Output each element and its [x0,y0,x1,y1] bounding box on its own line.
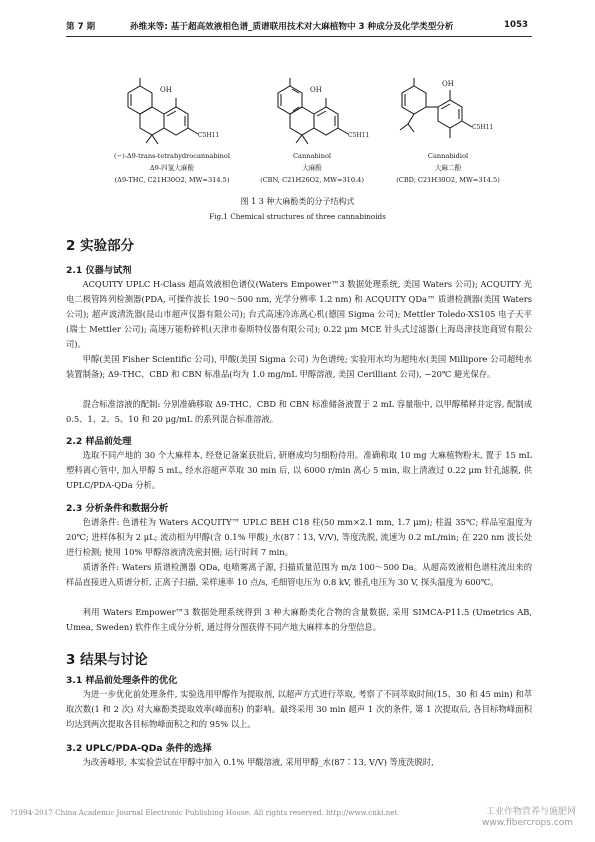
section-2-3-heading: 2.3 分析条件和数据分析 [66,503,169,514]
section-2-2-heading: 2.2 样品前处理 [66,436,132,447]
paragraph-reagents [66,352,532,382]
watermark-url: www.fibercrops.com [482,818,573,828]
cbn-caption [252,150,372,186]
watermark-cn: 工业作物营养与施肥网 [486,807,577,817]
paragraph-instruments-text: ACQUITY UPLC H-Class 超高效液相色谱仪(Waters Empower™3 数据处理系统, 美国 Waters 公司); ACQUITY 光电二极管阵列检测器(PDA, 可操作波长 190～500 nm, 光学分辨率 1.2 nm) 和 ACQUITY QDa™ 质谱检测器(美国 Waters 公司); 超声波清洗器(昆山市超声仪器有限公司); 台式高速冷冻离心机(德国 Sigma 公司); Mettler Toledo-XS105 电子天平(瑞士 Mettler 公司); 高速万能粉碎机(天津市泰斯特仪器有限公司); 0.22 μm MCE 针头式过滤器(上海岛津技迩商贸有限公司)。 [66,279,532,349]
section-3-2-heading: 3.2 UPLC/PDA-QDa 条件的选择 [66,743,212,754]
thc-caption [102,150,242,186]
structure-thc [102,76,242,151]
paragraph-sample-prep-text: 选取不同产地的 30 个大麻样本, 经登记备案获批后, 研磨成均匀细粉待用。准确称取 10 mg 大麻植物粉末, 置于 15 mL 塑料离心管中, 加入甲醇 5 mL, 经水浴超声萃取 30 min 后, 以 6000 r/min 离心 5 min, 取上清液过 0.22 μm 针孔滤膜, 供 UPLC/PDA-QDa 分析。 [66,450,532,490]
cbn-name-cn: 大麻酚 [302,164,322,172]
header-issue: 第 7 期 [66,22,96,32]
cbd-name-en: Cannabidiol [427,152,469,160]
figure-caption-cn: 图 1 3 种大麻酚类的分子结构式 [240,197,355,206]
section-2-heading: 2 实验部分 [66,238,135,254]
structure-cbd [392,76,532,151]
cbd-formula: (CBD, C21H30O2, MW=314.5) [396,176,500,184]
thc-oh-label: OH [160,86,172,94]
paragraph-optimization-text: 为进一步优化前处理条件, 实验选用甲醇作为提取剂, 以超声方式进行萃取, 考察了不同萃取时间(15、30 和 45 min) 和萃取次数(1 和 2 次) 对大麻酚类提取效率(峰面积) 的影响。最终采用 30 min 超声 1 次的条件, 第 1 次提取后, 各目标物峰面积均达到两次提取各目标物峰面积之和的 95% 以上。 [66,689,532,729]
paragraph-mixed-standard [66,397,532,427]
paragraph-data-analysis [66,605,532,635]
cbd-r-label: C5H11 [472,124,494,131]
figure-caption-en: Fig.1 Chemical structures of three cannabinoids [209,212,386,221]
thc-formula: (Δ9-THC, C21H30O2, MW=314.5) [114,176,230,184]
paragraph-mixed-standard-text: 混合标准溶液的配制: 分别准确移取 Δ9-THC、CBD 和 CBN 标准储备液置于 2 mL 容量瓶中, 以甲醇稀释并定容, 配制成 0.5、1、2、5、10 和 20 μg/mL 的系列混合标准溶液。 [66,399,532,424]
paragraph-chromatography-text: 色谱条件: 色谱柱为 Waters ACQUITY™ UPLC BEH C18 柱(50 mm×2.1 mm, 1.7 μm); 柱温 35℃; 样品室温度为 20℃; 进样体积为 2 μL; 流动相为甲醇(含 0.1% 甲酸)_水(87∶13, V/V), 等度洗脱, 流速为 0.2 mL/min; 在 220 nm 波长处进行检测; 使用 10% 甲醇溶液清洗密封圈; 运行时间 7 min。 [66,517,532,557]
cbn-formula: (CBN, C21H26O2, MW=310.4) [260,176,364,184]
paragraph-conditions-text: 为改善峰形, 本实验尝试在甲醇中加入 0.1% 甲酸溶液, 采用甲醇_水(87∶13, V/V) 等度洗脱时, [82,757,434,767]
header-rule [66,36,532,37]
paragraph-mass-spec [66,560,532,590]
cbn-r-label: C5H11 [348,132,370,139]
footer-copyright: ?1994-2017 China Academic Journal Electronic Publishing House. All rights reserved. http://www.cnki.net [10,808,398,817]
section-3-1-heading: 3.1 样品前处理条件的优化 [66,675,178,686]
paragraph-data-analysis-text: 利用 Waters Empower™3 数据处理系统得到 3 种大麻酚类化合物的含量数据, 采用 SIMCA-P11.5 (Umetrics AB, Umea, Sweden) 软件作主成分分析, 通过得分图获得不同产地大麻样本的分型信息。 [66,607,532,632]
paragraph-instruments [66,277,532,352]
paragraph-conditions [66,755,532,770]
cbd-caption [378,150,518,186]
paragraph-reagents-text: 甲醇(美国 Fisher Scientific 公司), 甲酸(美国 Sigma 公司) 为色谱纯; 实验用水均为超纯水(美国 Millipore 公司超纯水装置制备); Δ9-THC、CBD 和 CBN 标准品(均为 1.0 mg/mL 甲醇溶液, 美国 Cerilliant 公司), −20℃ 避光保存。 [66,354,532,379]
structure-cbn [252,76,392,151]
header-title: 孙维来等: 基于超高效液相色谱_质谱联用技术对大麻植物中 3 种成分及化学类型分析 [130,22,454,32]
section-2-1-heading: 2.1 仪器与试剂 [66,265,132,276]
thc-name-en: (−)-Δ9-trans-tetrahydrocannabinol [114,152,230,160]
thc-name-cn: Δ9-四氢大麻酚 [149,164,195,172]
cbd-name-cn: 大麻二酚 [434,164,462,172]
cbd-oh-label: OH [442,80,454,88]
section-3-heading: 3 结果与讨论 [66,652,148,668]
paragraph-sample-prep [66,448,532,493]
cbn-oh-label: OH [310,86,322,94]
header-page-number: 1053 [504,20,528,30]
thc-r-label: C5H11 [198,132,220,139]
paragraph-mass-spec-text: 质谱条件: Waters 质谱检测器 QDa, 电喷雾离子源, 扫描质量范围为 m/z 100～500 Da。从超高效液相色谱柱流出来的样品直接进入质谱分析, 正离子扫描, 采样速率 10 点/s, 毛细管电压为 0.8 kV, 锥孔电压为 30 V, 探头温度为 600℃。 [66,562,532,587]
cbn-name-en: Cannabinol [292,152,332,160]
paragraph-optimization [66,687,532,732]
paragraph-chromatography [66,515,532,560]
